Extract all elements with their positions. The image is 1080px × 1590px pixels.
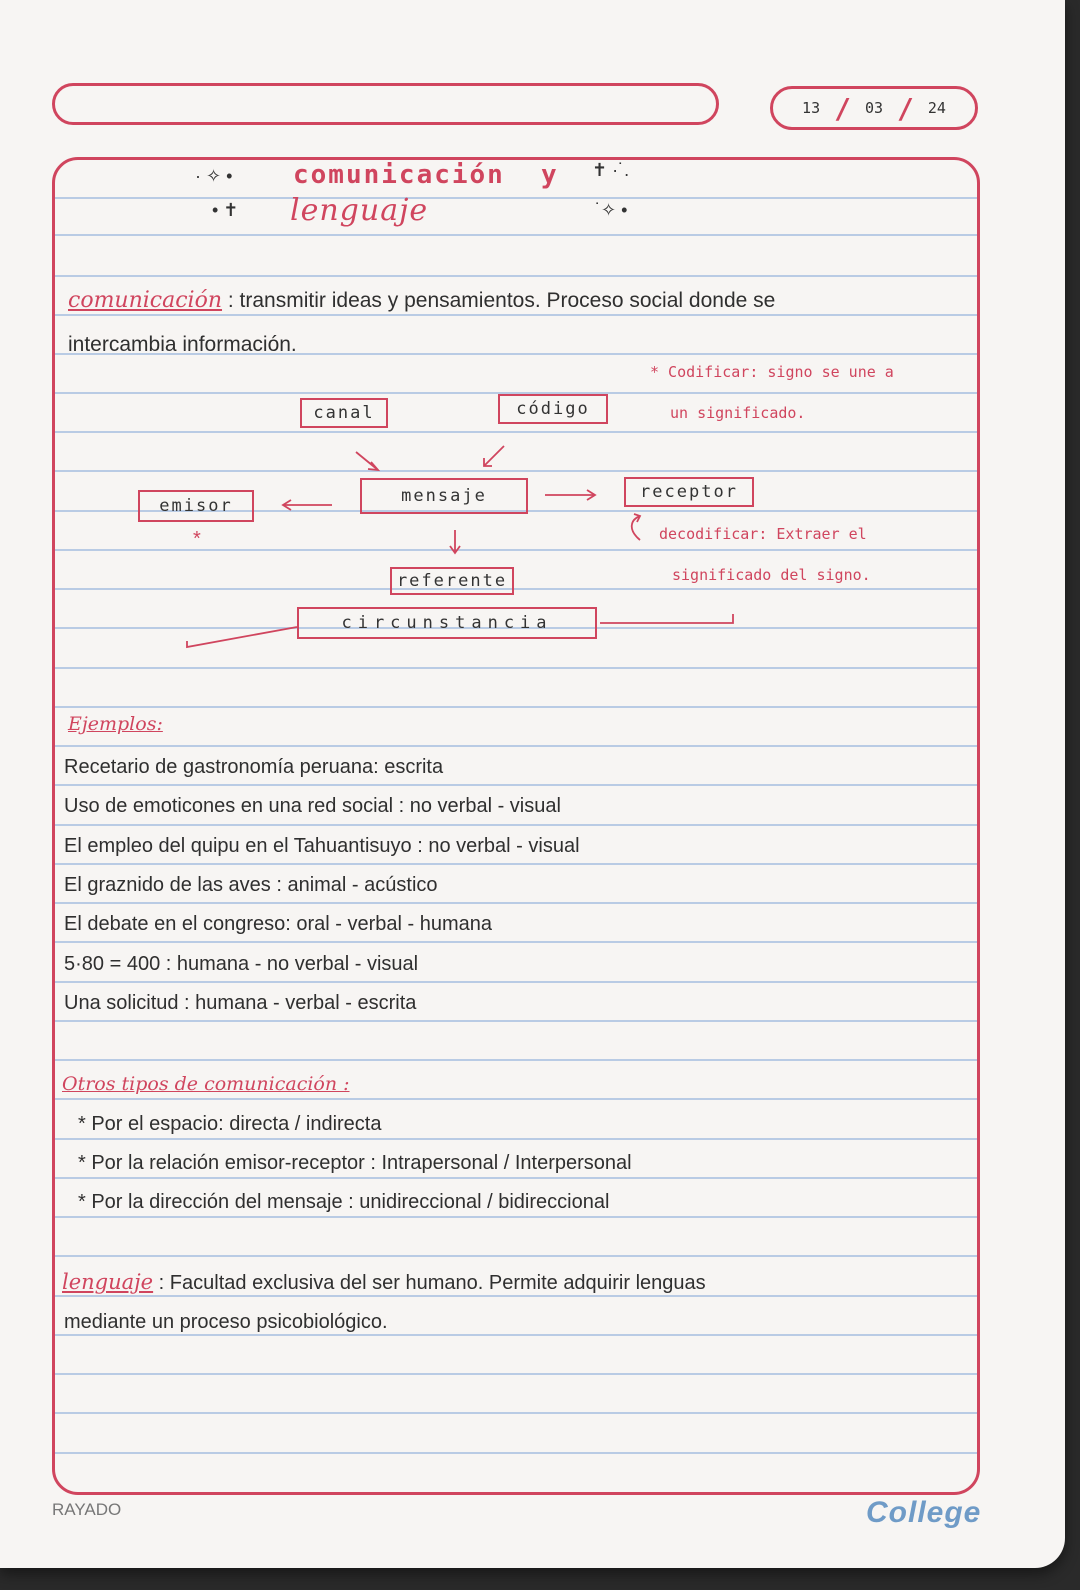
lenguaje-text2: mediante un proceso psicobiológico. — [64, 1311, 388, 1333]
date-year: 24 — [927, 99, 946, 117]
title-line1: comunicación — [293, 160, 505, 190]
otros-tipos-heading: Otros tipos de comunicación : — [62, 1073, 350, 1095]
brand-rayado: RAYADO — [52, 1500, 122, 1519]
note-decodificar-2: significado del signo. — [672, 566, 871, 584]
lenguaje-term: lenguaje — [62, 1270, 154, 1294]
title-line2: lenguaje — [290, 193, 429, 228]
ejemplos-heading: Ejemplos: — [68, 713, 163, 735]
note-decodificar-1: decodificar: Extraer el — [659, 525, 867, 543]
comunicacion-term: comunicación — [68, 288, 223, 313]
ejemplo-item: Una solicitud : humana - verbal - escrita — [64, 992, 417, 1014]
box-canal: canal — [300, 398, 388, 428]
definition-colon: : — [227, 289, 234, 312]
ejemplo-item: Uso de emoticones en una red social : no verbal - visual — [64, 795, 561, 817]
ejemplo-item: 5·80 = 400 : humana - no verbal - visual — [64, 953, 419, 975]
bracket-left — [187, 627, 297, 647]
comunicacion-text1: transmitir ideas y pensamientos. Proceso social donde se — [239, 289, 776, 312]
bracket-right — [600, 614, 733, 623]
brand-college-logo: College — [866, 1496, 982, 1529]
definition-colon: : — [158, 1272, 165, 1294]
box-mensaje: mensaje — [360, 478, 528, 514]
otros-tipos-item: * Por la relación emisor-receptor : Intrapersonal / Interpersonal — [78, 1152, 632, 1174]
lenguaje-text1: Facultad exclusiva del ser humano. Permite adquirir lenguas — [169, 1272, 706, 1294]
sparkle-icon: • ✝ — [212, 200, 239, 220]
box-codigo: código — [498, 394, 608, 424]
sparkle-icon: ˙✧ • — [595, 200, 628, 220]
note-codificar-1: * Codificar: signo se une a — [650, 363, 894, 381]
lenguaje-definition-line1 — [62, 1270, 706, 1295]
date-slash: / — [897, 91, 914, 125]
ejemplo-item: Recetario de gastronomía peruana: escrita — [64, 756, 444, 778]
note-codificar-2: un significado. — [670, 404, 806, 422]
ejemplo-item: El debate en el congreso: oral - verbal - humana — [64, 913, 493, 935]
box-circunstancia: circunstancia — [297, 607, 597, 639]
title-connector: y — [541, 160, 559, 190]
emisor-asterisk: * — [193, 528, 201, 550]
comunicacion-text2: intercambia información. — [68, 333, 297, 356]
box-emisor: emisor — [138, 490, 254, 522]
otros-tipos-item: * Por la dirección del mensaje : unidireccional / bidireccional — [78, 1191, 610, 1213]
ejemplo-item: El graznido de las aves : animal - acústico — [64, 874, 438, 896]
sparkle-icon: · ✧ • — [195, 166, 233, 186]
box-receptor: receptor — [624, 477, 754, 507]
ejemplo-item: El empleo del quipu en el Tahuantisuyo : no verbal - visual — [64, 835, 580, 857]
box-referente: referente — [390, 567, 514, 595]
date-month: 03 — [864, 99, 884, 117]
arrow-codigo-mensaje — [484, 446, 504, 466]
otros-tipos-item: * Por el espacio: directa / indirecta — [78, 1113, 382, 1135]
sparkle-icon: ✝ ·˙. — [592, 160, 630, 180]
date-day: 13 — [802, 99, 821, 117]
date-slash: / — [834, 91, 851, 125]
